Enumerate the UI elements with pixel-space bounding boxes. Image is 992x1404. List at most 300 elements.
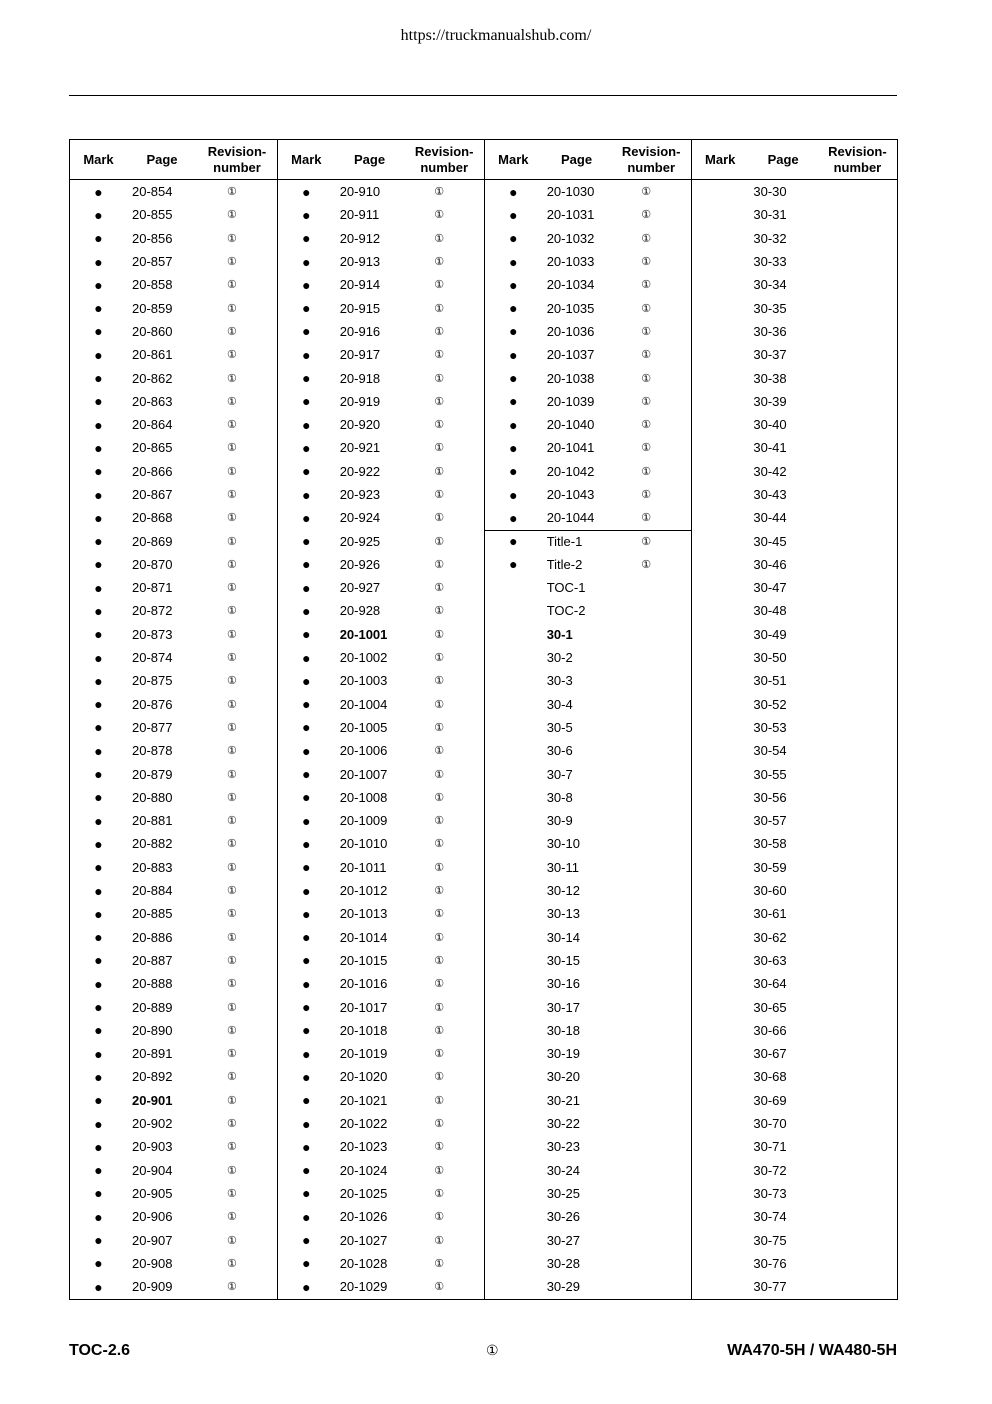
table-row: [485, 646, 691, 669]
table-row: [70, 1275, 277, 1298]
revised-mark-icon: ●: [302, 556, 311, 573]
revision-number-cell: ①: [227, 605, 237, 618]
revision-number-cell: ①: [434, 1094, 445, 1107]
page-number-cell: 20-1034: [546, 277, 595, 293]
revision-number-cell: ①: [227, 232, 237, 245]
header-page: Page: [146, 152, 178, 167]
table-row: [70, 1065, 277, 1088]
table-row: [70, 762, 277, 785]
page-number-cell: 20-1038: [546, 370, 595, 386]
page-number-cell: 30-8: [546, 789, 573, 805]
table-row: [485, 390, 691, 413]
header-mark: Mark: [705, 152, 736, 167]
table-row: [692, 762, 897, 785]
page-number-cell: 30-20: [546, 1069, 580, 1085]
page-number-cell: 20-860: [132, 323, 173, 339]
page-number-cell: 30-28: [546, 1255, 580, 1271]
table-row: [70, 646, 277, 669]
revised-mark-icon: ●: [94, 323, 103, 340]
revised-mark-icon: ●: [302, 602, 311, 619]
revised-mark-icon: ●: [302, 649, 311, 666]
page-number-cell: 20-912: [339, 230, 381, 246]
page-number-cell: 30-50: [753, 650, 787, 666]
column-group-4: [691, 140, 897, 1299]
page-number-cell: 20-905: [132, 1185, 173, 1201]
revision-number-cell: ①: [434, 279, 445, 292]
page-number-cell: 30-54: [753, 743, 787, 759]
revision-number-cell: ①: [434, 372, 445, 385]
revision-number-cell: ①: [434, 885, 445, 898]
page-number-cell: 20-902: [132, 1116, 173, 1132]
revision-number-cell: ①: [641, 325, 652, 338]
model-designation: WA470-5H / WA480-5H: [727, 1342, 897, 1359]
page-number-cell: Title-2: [546, 556, 583, 572]
header-revision: [818, 144, 897, 176]
page-number-cell: 20-889: [132, 999, 173, 1015]
table-row: [485, 1089, 691, 1112]
source-url: https://truckmanualshub.com/: [400, 27, 592, 44]
revised-mark-icon: ●: [302, 789, 311, 806]
revision-number-cell: ①: [227, 512, 237, 525]
revision-number-cell: ①: [434, 931, 445, 944]
table-row: [278, 203, 484, 226]
table-row: [692, 693, 897, 716]
table-row: [278, 1275, 484, 1298]
header-revision-line2: number: [627, 159, 676, 175]
table-row: [278, 320, 484, 343]
table-row: [70, 436, 277, 459]
table-row: [278, 1089, 484, 1112]
table-row: [692, 1228, 897, 1251]
table-row: [278, 343, 484, 366]
revised-mark-icon: ●: [302, 370, 311, 387]
revision-number-cell: ①: [227, 1164, 237, 1177]
header-mark: Mark: [498, 152, 529, 167]
table-row: [485, 739, 691, 762]
table-row: [70, 483, 277, 506]
page-number-cell: 20-1026: [339, 1209, 388, 1225]
revision-number-cell: ①: [641, 465, 652, 478]
table-row: [278, 576, 484, 599]
revision-number-cell: ①: [641, 489, 652, 501]
table-row: [70, 926, 277, 949]
table-row: [70, 856, 277, 879]
table-row: [70, 506, 277, 529]
table-row: [692, 343, 897, 366]
table-row: [485, 1042, 691, 1065]
page-number-cell: 20-868: [132, 510, 173, 526]
revision-number-cell: ①: [227, 815, 237, 828]
revision-number-cell: ①: [434, 1071, 445, 1084]
header-revision-line2: number: [833, 159, 882, 175]
page-number-cell: 30-22: [546, 1116, 580, 1132]
page-number-cell: 20-1027: [339, 1232, 388, 1248]
page-number-cell: 20-915: [339, 300, 381, 316]
page-number-cell: 30-64: [753, 976, 787, 992]
revision-number-cell: ①: [641, 419, 652, 432]
page-number-cell: 20-1001: [339, 626, 388, 642]
revision-number-cell: ①: [227, 768, 237, 781]
revised-mark-icon: ●: [302, 766, 311, 783]
page-number-cell: 30-10: [546, 836, 580, 852]
table-row: [692, 576, 897, 599]
revision-number-cell: ①: [434, 325, 445, 338]
table-row: [485, 1182, 691, 1205]
page-number-cell: 20-878: [132, 743, 173, 759]
page-number-cell: 30-15: [546, 952, 580, 968]
revised-mark-icon: ●: [302, 1278, 311, 1295]
table-row: [692, 366, 897, 389]
revised-mark-icon: ●: [509, 206, 518, 223]
page-number-cell: 20-916: [339, 323, 381, 339]
table-row: [692, 320, 897, 343]
revision-number-cell: ①: [227, 1048, 237, 1061]
page-number-cell: 20-917: [339, 347, 381, 363]
page-number-cell: 30-33: [753, 254, 787, 270]
page-number-cell: 30-30: [753, 184, 787, 200]
page-number-cell: 20-901: [132, 1092, 173, 1108]
page-number-cell: 20-918: [339, 370, 381, 386]
revised-mark-icon: ●: [94, 999, 103, 1016]
table-row: [692, 390, 897, 413]
revised-mark-icon: ●: [302, 719, 311, 736]
page-number-cell: 20-1006: [339, 743, 388, 759]
page-number-cell: 30-36: [753, 323, 787, 339]
table-row: [278, 366, 484, 389]
revision-number-cell: ①: [434, 1118, 445, 1131]
revision-number-cell: ①: [227, 279, 237, 292]
revision-number-cell: ①: [227, 698, 237, 711]
page-number-cell: 30-11: [546, 859, 579, 875]
table-row: [70, 1252, 277, 1275]
revised-mark-icon: ●: [302, 999, 311, 1016]
revised-mark-icon: ●: [94, 1208, 103, 1225]
revision-number-cell: ①: [641, 558, 652, 571]
column-group-3: [484, 140, 691, 1299]
table-row: [692, 832, 897, 855]
revision-number-cell: ①: [434, 698, 445, 711]
page-number-cell: 20-865: [132, 440, 173, 456]
column-header: [278, 140, 484, 180]
page-number-cell: 20-910: [339, 184, 381, 200]
revision-number-cell: ①: [434, 1211, 445, 1224]
revised-mark-icon: ●: [302, 812, 311, 829]
page-number-cell: 30-41: [753, 440, 787, 456]
revised-mark-icon: ●: [94, 579, 103, 596]
revision-number-cell: ①: [227, 465, 237, 478]
page-number-cell: Title-1: [546, 533, 583, 549]
revised-mark-icon: ●: [509, 346, 518, 363]
revised-mark-icon: ●: [94, 300, 103, 317]
page-number-cell: 30-31: [753, 207, 787, 223]
table-row: [278, 250, 484, 273]
header-revision: [197, 144, 277, 176]
revision-number-cell: ①: [227, 442, 237, 455]
page-number-cell: 20-885: [132, 906, 173, 922]
revision-number-cell: ①: [227, 1257, 237, 1270]
page-number-cell: 20-873: [132, 626, 173, 642]
table-row: [70, 413, 277, 436]
table-row: [692, 809, 897, 832]
table-row: [692, 716, 897, 739]
page-number-cell: 20-1035: [546, 300, 595, 316]
revision-number-cell: ①: [434, 768, 445, 781]
revision-number-cell: ①: [227, 885, 237, 898]
page-number-cell: 20-913: [339, 254, 381, 270]
table-row: [278, 460, 484, 483]
table-row: [485, 529, 691, 552]
revision-number-cell: ①: [434, 1257, 445, 1270]
page-number-cell: 20-920: [339, 417, 381, 433]
revision-number-cell: ①: [227, 1071, 237, 1084]
page-number-cell: 30-75: [753, 1232, 787, 1248]
table-row: [692, 786, 897, 809]
table-row: [278, 180, 484, 203]
page-number-cell: 30-52: [753, 696, 787, 712]
revised-mark-icon: ●: [94, 719, 103, 736]
table-row: [485, 762, 691, 785]
table-row: [692, 856, 897, 879]
revised-mark-icon: ●: [302, 300, 311, 317]
page-number-cell: 30-49: [753, 626, 787, 642]
table-row: [485, 856, 691, 879]
revised-mark-icon: ●: [509, 370, 518, 387]
revision-number-cell: ①: [227, 302, 237, 315]
table-row: [692, 1205, 897, 1228]
table-row: [278, 739, 484, 762]
page-number-cell: 20-1028: [339, 1255, 388, 1271]
revised-mark-icon: ●: [509, 393, 518, 410]
revised-mark-icon: ●: [94, 789, 103, 806]
page-number-cell: 20-855: [132, 207, 173, 223]
revised-mark-icon: ●: [94, 486, 103, 503]
revised-mark-icon: ●: [302, 509, 311, 526]
table-row: [278, 273, 484, 296]
revised-mark-icon: ●: [302, 1022, 311, 1039]
revision-number-cell: ①: [434, 349, 445, 362]
table-row: [692, 1135, 897, 1158]
page-number-cell: 30-77: [753, 1279, 787, 1295]
table-row: [692, 273, 897, 296]
page-number-cell: 20-867: [132, 487, 173, 502]
table-row: [70, 576, 277, 599]
revised-mark-icon: ●: [94, 1185, 103, 1202]
table-row: [485, 669, 691, 692]
revised-mark-icon: ●: [509, 230, 518, 247]
revised-mark-icon: ●: [94, 276, 103, 293]
revised-mark-icon: ●: [302, 1255, 311, 1272]
page-number: TOC-2.6: [69, 1342, 131, 1359]
table-row: [278, 483, 484, 506]
page-number-cell: 20-872: [132, 603, 173, 619]
page-number-cell: 30-68: [753, 1069, 787, 1085]
page-number-cell: 30-29: [546, 1279, 580, 1295]
revision-number-cell: ①: [434, 815, 445, 828]
page-number-cell: 20-1021: [339, 1092, 388, 1108]
table-row: [692, 203, 897, 226]
revised-mark-icon: ●: [94, 626, 103, 643]
page-number-cell: 30-1: [546, 626, 573, 642]
page-number-cell: 20-871: [132, 580, 173, 596]
table-row: [485, 972, 691, 995]
table-row: [485, 1205, 691, 1228]
table-row: [692, 1019, 897, 1042]
page-number-cell: 20-1003: [339, 673, 388, 689]
revision-number-cell: ①: [227, 1118, 237, 1131]
revision-number-cell: ①: [641, 279, 652, 292]
page-number-cell: 30-17: [546, 999, 580, 1015]
page-number-cell: 20-1014: [339, 929, 388, 945]
page-number-cell: 30-27: [546, 1232, 580, 1248]
page-number-cell: 20-903: [132, 1139, 173, 1155]
revised-mark-icon: ●: [302, 905, 311, 922]
revision-number-cell: ①: [227, 1024, 237, 1037]
table-row: [278, 436, 484, 459]
page-number-cell: 30-67: [753, 1046, 787, 1062]
table-row: [70, 1205, 277, 1228]
revised-mark-icon: ●: [94, 975, 103, 992]
page-number-cell: 30-40: [753, 417, 787, 433]
revision-number-cell: ①: [641, 256, 652, 269]
table-row: [692, 646, 897, 669]
table-row: [485, 320, 691, 343]
revision-number-cell: ①: [434, 256, 445, 269]
table-row: [485, 1275, 691, 1298]
revised-mark-icon: ●: [302, 929, 311, 946]
table-row: [278, 1019, 484, 1042]
page-number-cell: 30-74: [753, 1209, 787, 1225]
revision-number-cell: ①: [641, 186, 652, 199]
page-number-cell: 20-1037: [546, 347, 595, 363]
page-number-cell: TOC-2: [546, 603, 586, 619]
page-number-cell: 20-1010: [339, 836, 388, 852]
table-row: [70, 1112, 277, 1135]
table-row: [485, 180, 691, 203]
page-number-cell: 30-47: [753, 580, 787, 596]
page-number-cell: 30-37: [753, 347, 787, 363]
revision-number-cell: ①: [434, 1048, 445, 1061]
table-row: [278, 809, 484, 832]
page-number-cell: 30-48: [753, 603, 787, 619]
revision-number-cell: ①: [641, 209, 652, 222]
revision-number-cell: ①: [227, 1187, 237, 1200]
page-number-cell: 20-1031: [546, 207, 595, 223]
table-row: [70, 832, 277, 855]
revision-number-cell: ①: [227, 1001, 237, 1014]
revised-mark-icon: ●: [302, 975, 311, 992]
page-number-cell: 30-5: [546, 719, 573, 735]
page-number-cell: 20-881: [132, 813, 173, 829]
table-row: [485, 1135, 691, 1158]
table-row: [692, 926, 897, 949]
page-number-cell: 20-926: [339, 556, 381, 572]
table-row: [278, 599, 484, 622]
revised-mark-icon: ●: [302, 1138, 311, 1155]
revised-mark-icon: ●: [302, 346, 311, 363]
revision-number-cell: ①: [227, 745, 237, 758]
revised-mark-icon: ●: [302, 253, 311, 270]
page-number-cell: 20-1008: [339, 789, 388, 805]
revised-mark-icon: ●: [302, 183, 311, 200]
page-number-cell: 20-1024: [339, 1162, 388, 1178]
page-number-cell: 20-887: [132, 952, 173, 968]
page-number-cell: 30-59: [753, 859, 787, 875]
table-row: [70, 460, 277, 483]
page-number-cell: 30-71: [753, 1139, 787, 1155]
table-row: [692, 227, 897, 250]
revision-number-cell: ①: [227, 349, 237, 362]
revised-mark-icon: ●: [509, 183, 518, 200]
page-number-cell: 20-870: [132, 556, 173, 572]
table-row: [485, 786, 691, 809]
page-number-cell: 30-34: [753, 277, 787, 293]
revised-mark-icon: ●: [94, 253, 103, 270]
revision-number-cell: ①: [641, 232, 652, 245]
table-row: [485, 436, 691, 459]
page-number-cell: 30-45: [753, 533, 787, 549]
page-number-cell: 30-61: [753, 906, 787, 922]
table-row: [70, 949, 277, 972]
page-number-cell: 20-883: [132, 859, 173, 875]
page-number-cell: 30-44: [753, 510, 787, 526]
page-number-cell: 30-56: [753, 789, 787, 805]
table-row: [485, 599, 691, 622]
revised-mark-icon: ●: [302, 1115, 311, 1132]
revised-mark-icon: ●: [509, 439, 518, 456]
page-number-cell: 20-1007: [339, 766, 388, 782]
header-revision-line2: number: [213, 159, 261, 175]
table-row: [278, 1228, 484, 1251]
table-row: [70, 203, 277, 226]
table-row: [485, 879, 691, 902]
revised-mark-icon: ●: [94, 393, 103, 410]
page-number-cell: 20-911: [339, 207, 380, 223]
table-row: [70, 180, 277, 203]
table-row: [485, 1112, 691, 1135]
revised-mark-icon: ●: [94, 1115, 103, 1132]
page-number-cell: 20-1022: [339, 1116, 388, 1132]
revision-number-cell: ①: [434, 1001, 445, 1014]
page-number-cell: 30-57: [753, 813, 787, 829]
revision-number-cell: ①: [641, 535, 652, 548]
page-number-cell: 30-70: [753, 1116, 787, 1132]
page-number-cell: 30-62: [753, 929, 787, 945]
table-row: [70, 1228, 277, 1251]
table-row: [70, 995, 277, 1018]
page-number-cell: 20-1020: [339, 1069, 388, 1085]
page-number-cell: 30-4: [546, 696, 573, 712]
revised-mark-icon: ●: [302, 276, 311, 293]
table-row: [485, 1065, 691, 1088]
revised-mark-icon: ●: [302, 1208, 311, 1225]
page-number-cell: 30-39: [753, 393, 787, 409]
header-revision: [404, 144, 484, 176]
revised-mark-icon: ●: [94, 1045, 103, 1062]
table-row: [70, 273, 277, 296]
table-row: [70, 296, 277, 319]
revision-number-cell: ①: [227, 582, 237, 595]
table-row: [70, 693, 277, 716]
page-number-cell: 30-21: [546, 1092, 580, 1108]
table-row: [278, 227, 484, 250]
page-number-cell: 30-58: [753, 836, 787, 852]
page-number-cell: 20-1012: [339, 883, 388, 899]
revised-mark-icon: ●: [302, 859, 311, 876]
revision-number-cell: ①: [434, 1024, 445, 1037]
page-number-cell: 30-76: [753, 1255, 787, 1271]
page-number-cell: 20-892: [132, 1069, 173, 1085]
revised-mark-icon: ●: [302, 323, 311, 340]
